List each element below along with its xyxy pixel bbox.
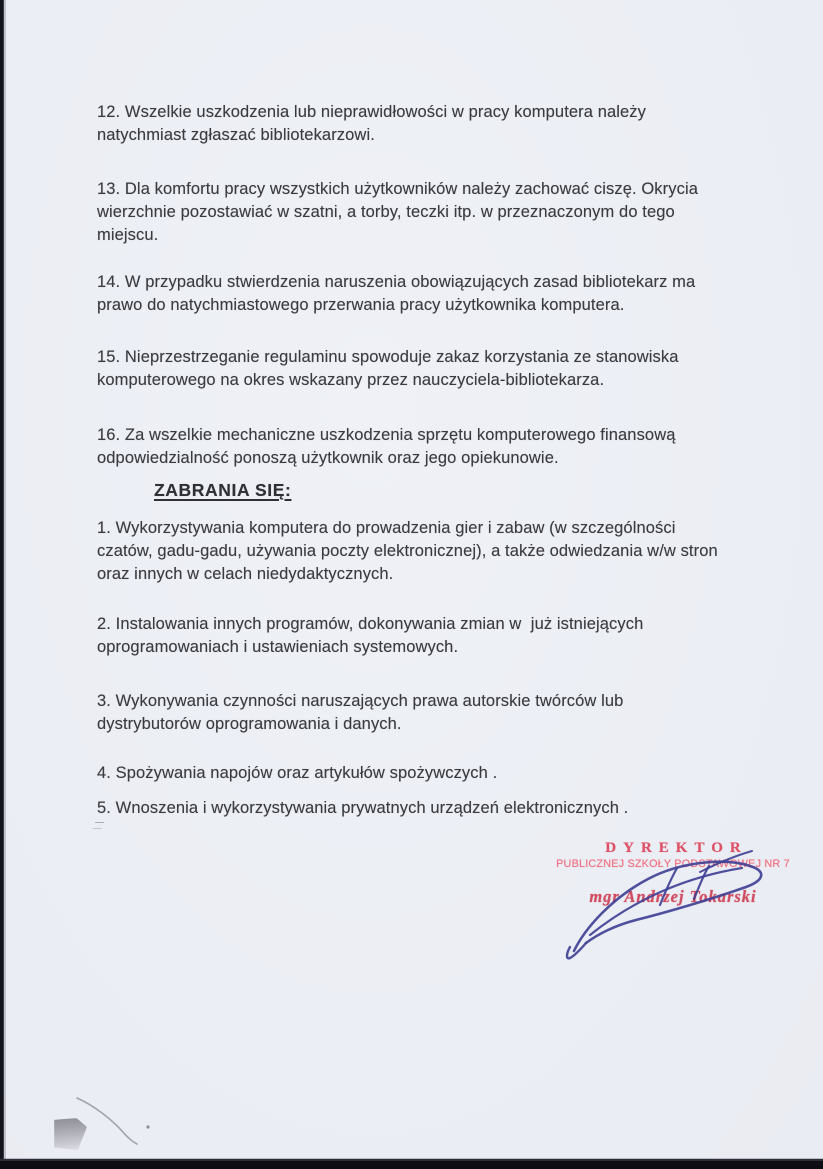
pencil-tick-mark [93, 822, 105, 829]
prohibition-5 [97, 797, 628, 820]
text-line: 12. Wszelkie uszkodzenia lub nieprawidłowości w pracy komputera należy [97, 103, 647, 121]
director-stamp [548, 840, 798, 907]
text-line: 5. Wnoszenia i wykorzystywania prywatnych urządzeń elektronicznych . [97, 799, 629, 817]
smudge-mark [54, 1118, 87, 1150]
text-line: oraz innych w celach niedydaktycznych. [97, 565, 394, 583]
text-line: dystrybutorów oprogramowania i danych. [97, 715, 402, 733]
text-line: oprogramowaniach i ustawieniach systemowych. [97, 638, 459, 656]
text-line: odpowiedzialność ponoszą użytkownik oraz jego opiekunowie. [97, 449, 559, 467]
stamp-school-line: PUBLICZNEJ SZKOŁY PODSTAWOWEJ NR 7 [556, 858, 790, 870]
text-line: komputerowego na okres wskazany przez nauczyciela-bibliotekarza. [97, 371, 605, 389]
rule-16 [97, 424, 675, 470]
rule-12 [97, 101, 646, 147]
stamp-signer-name: mgr Andrzej Tokarski [589, 887, 757, 906]
rule-14 [97, 271, 695, 317]
prohibitions-heading: ZABRANIA SIĘ: [154, 480, 292, 500]
text-line: natychmiast zgłaszać bibliotekarzowi. [97, 126, 375, 144]
text-line: 14. W przypadku stwierdzenia naruszenia obowiązujących zasad bibliotekarz ma [97, 273, 696, 291]
text-line: 2. Instalowania innych programów, dokonywania zmian w już istniejących [97, 615, 644, 633]
text-line: 1. Wykorzystywania komputera do prowadzenia gier i zabaw (w szczególności [97, 519, 676, 537]
prohibition-1 [97, 517, 718, 586]
text-line: 4. Spożywania napojów oraz artykułów spożywczych . [97, 764, 498, 782]
text-line: 16. Za wszelkie mechaniczne uszkodzenia sprzętu komputerowego finansową [97, 426, 676, 444]
scan-edge-left [0, 0, 8, 1169]
text-line: prawo do natychmiastowego przerwania pracy użytkownika komputera. [97, 296, 625, 314]
prohibition-2 [97, 613, 643, 659]
stamp-title: DYREKTOR [605, 840, 748, 856]
text-line: czatów, gadu-gadu, używania poczty elektronicznej), a także odwiedzania w/w stron [97, 542, 718, 560]
rule-13 [97, 178, 698, 247]
text-line: 13. Dla komfortu pracy wszystkich użytkowników należy zachować ciszę. Okrycia [97, 180, 698, 198]
text-line: wierzchnie pozostawiać w szatni, a torby, teczki itp. w przeznaczonym do tego [97, 203, 675, 221]
rule-15 [97, 346, 679, 392]
hair-line [60, 1088, 170, 1163]
prohibition-4 [97, 762, 497, 785]
text-line: 3. Wykonywania czynności naruszających prawa autorskie twórców lub [97, 692, 624, 710]
prohibition-3 [97, 690, 623, 736]
text-line: miejscu. [97, 226, 159, 244]
scan-edge-bottom [0, 1158, 823, 1169]
text-line: 15. Nieprzestrzeganie regulaminu spowoduje zakaz korzystania ze stanowiska [97, 348, 679, 366]
